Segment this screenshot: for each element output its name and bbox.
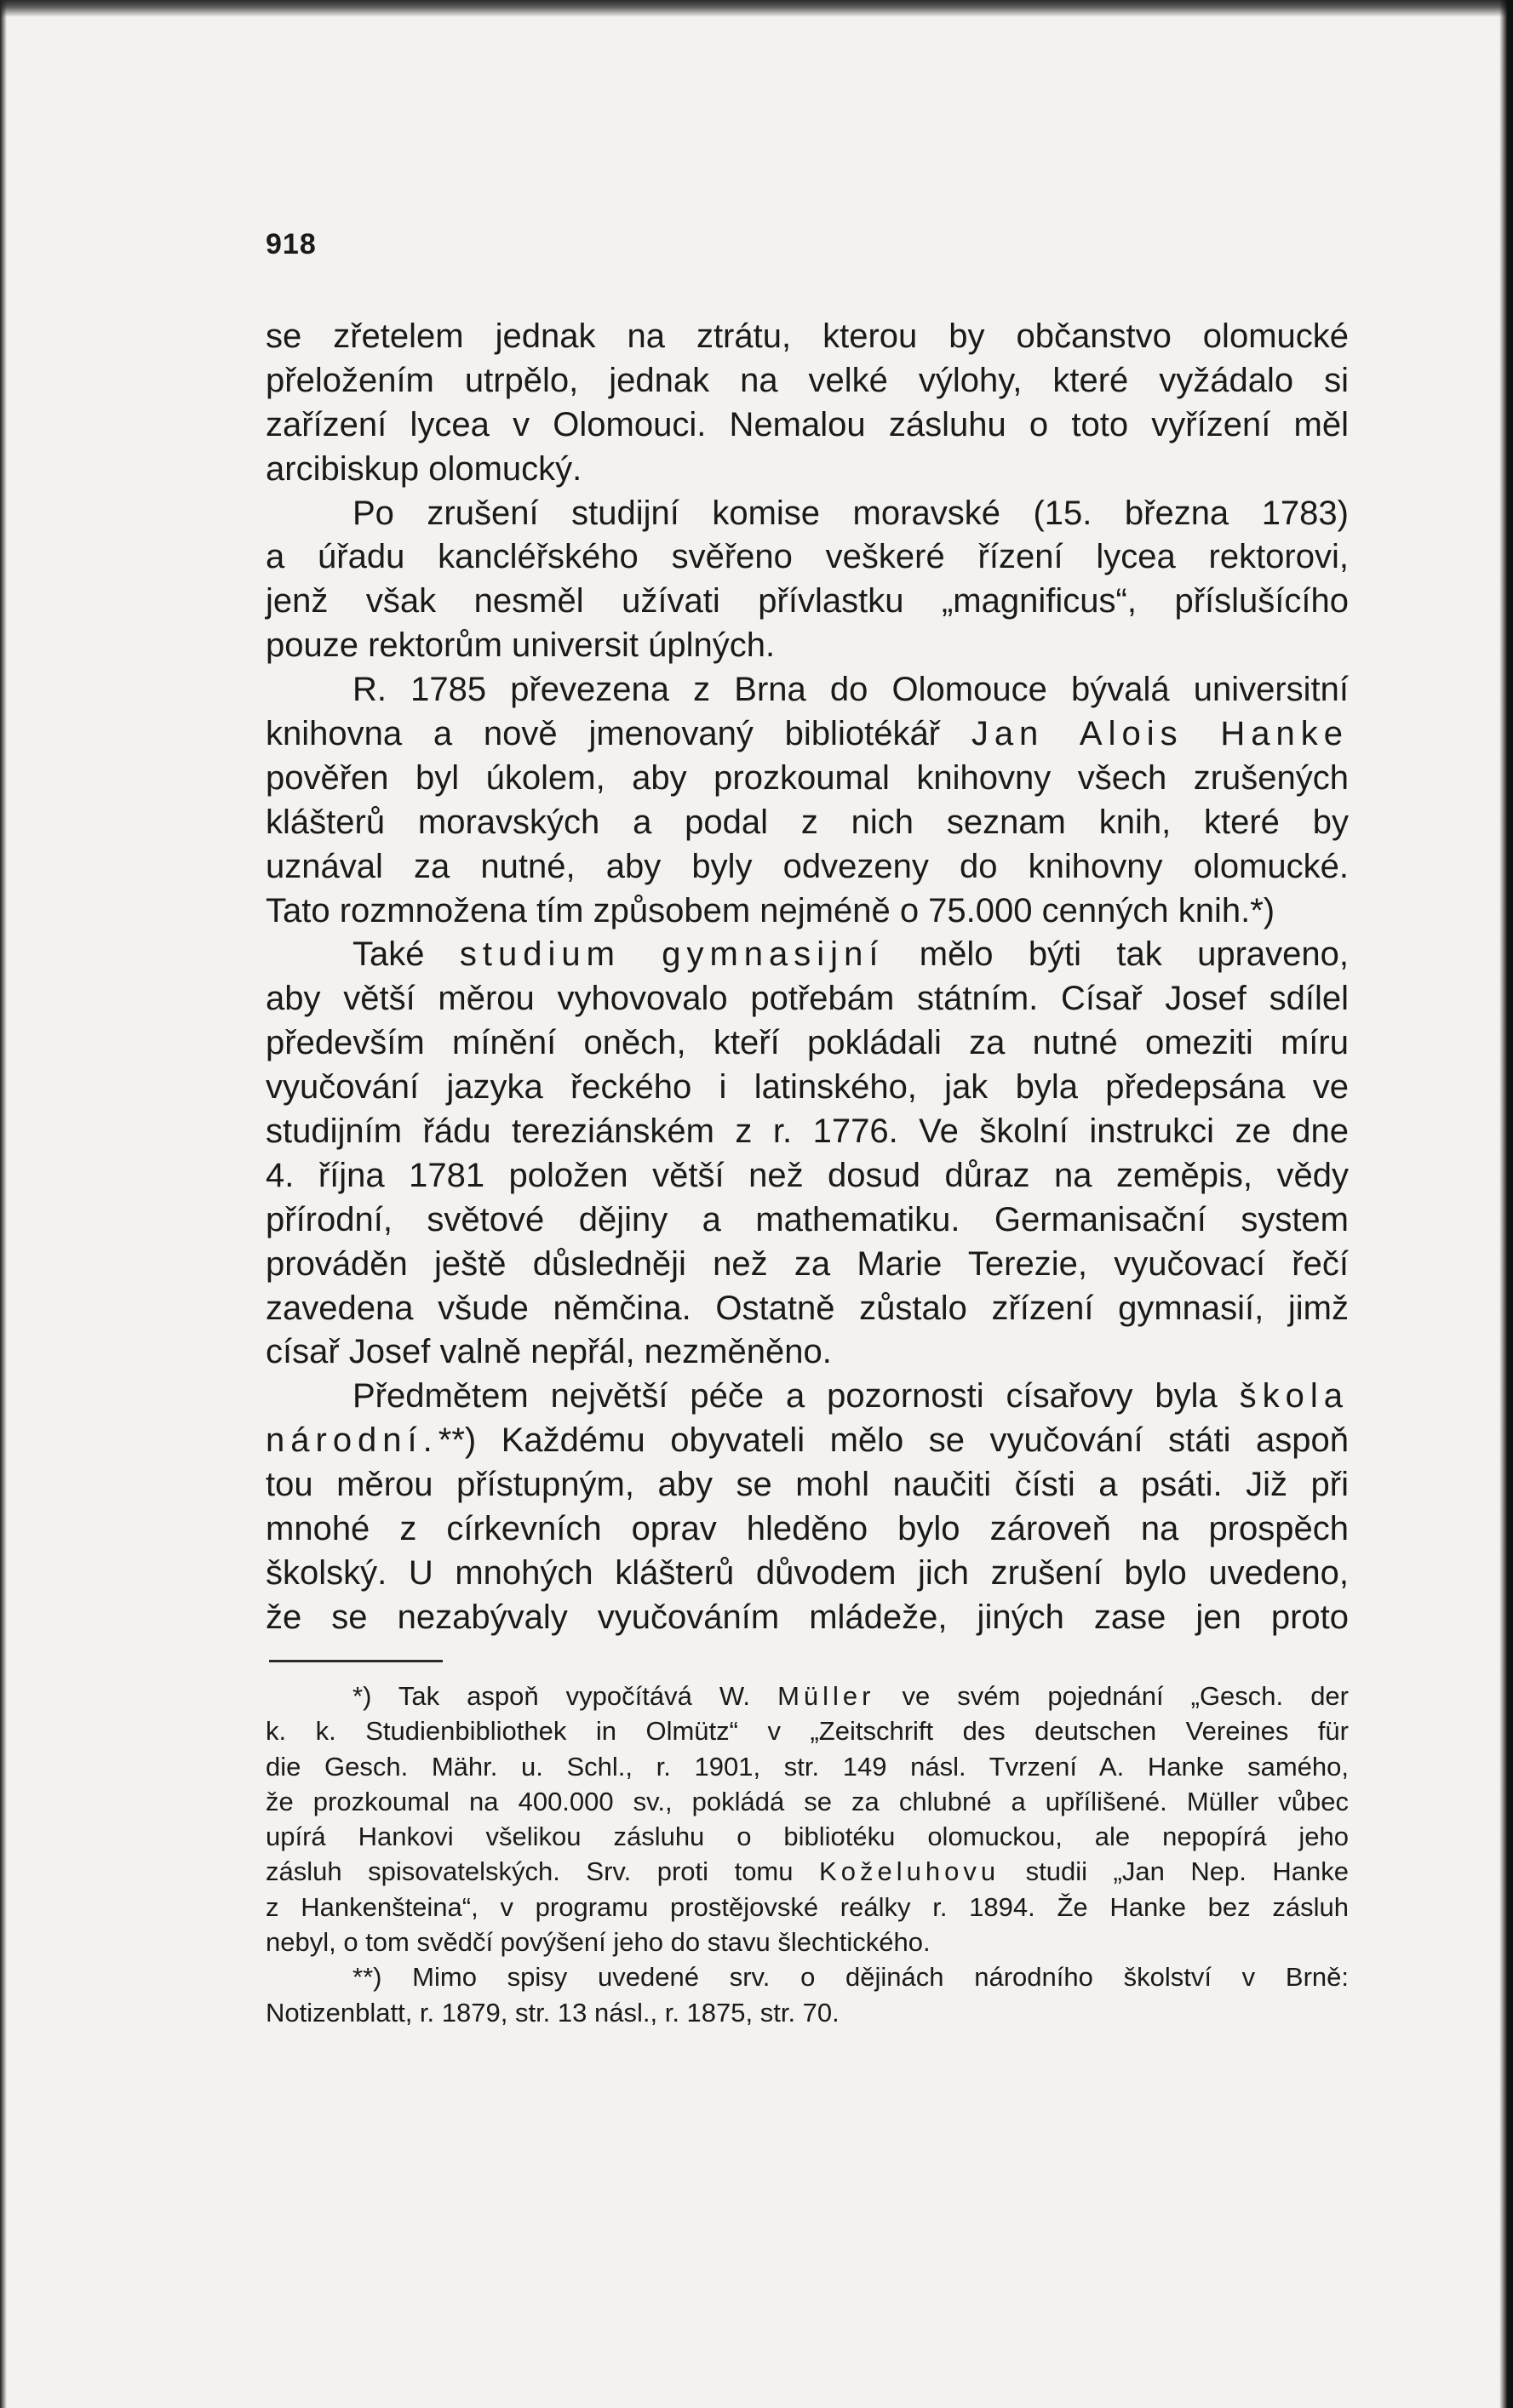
text-line: Po zrušení studijní komise moravské (15. března 1783) bbox=[352, 494, 1349, 532]
text-fragment: *) Tak aspoň vypočítává W. bbox=[352, 1681, 751, 1711]
footnote-line: že prozkoumal na 400.000 sv., pokládá se za chlubné a upřílišené. Müller vůbec bbox=[266, 1786, 1349, 1816]
emphasized-name: Müller bbox=[777, 1681, 875, 1711]
footnote-line: die Gesch. Mähr. u. Schl., r. 1901, str. 149 násl. Tvrzení A. Hanke samého, bbox=[266, 1751, 1349, 1782]
text-line: tou měrou přístupným, aby se mohl naučiti čísti a psáti. Již při bbox=[266, 1466, 1349, 1504]
main-text bbox=[266, 315, 1349, 1640]
footnote-line bbox=[266, 1854, 1349, 1889]
footnote-line: k. k. Studienbibliothek in Olmütz“ v „Zeitschrift des deutschen Vereines für bbox=[266, 1716, 1349, 1747]
text-line bbox=[266, 1375, 1349, 1419]
text-line: zařízení lycea v Olomouci. Nemalou zásluhu o toto vyřízení měl bbox=[266, 405, 1349, 443]
text-line: zavedena všude němčina. Ostatně zůstalo zřízení gymnasií, jimž bbox=[266, 1289, 1349, 1327]
text-line: prováděn ještě důsledněji než za Marie Terezie, vyučovací řečí bbox=[266, 1244, 1349, 1283]
text-fragment: mělo býti tak upraveno, bbox=[919, 935, 1349, 974]
text-line: a úřadu kancléřského svěřeno veškeré řízení lycea rektorovi, bbox=[266, 538, 1349, 576]
text-fragment: studii „Jan Nep. Hanke bbox=[1025, 1856, 1349, 1887]
text-line: aby větší měrou vyhovovalo potřebám státním. Císař Josef sdílel bbox=[266, 980, 1349, 1018]
text-fragment: zásluh spisovatelských. Srv. proti tomu bbox=[266, 1856, 794, 1887]
text-line: uznával za nutné, aby byly odvezeny do knihovny olomucké. bbox=[266, 847, 1349, 885]
text-line: školský. U mnohých klášterů důvodem jich zrušení bylo uvedeno, bbox=[266, 1553, 1349, 1592]
text-line: císař Josef valně nepřál, nezměněno. bbox=[266, 1333, 832, 1371]
text-line: 4. října 1781 položen větší než dosud důraz na zeměpis, vědy bbox=[266, 1156, 1349, 1194]
text-fragment: **) Každému obyvateli mělo se vyučování státi aspoň bbox=[438, 1421, 1349, 1460]
text-line: klášterů moravských a podal z nich seznam knih, které by bbox=[266, 803, 1349, 841]
text-line: že se nezabývaly vyučováním mládeže, jiných zase jen proto bbox=[266, 1598, 1349, 1636]
text-fragment: knihovna a nově jmenovaný bibliotékář bbox=[266, 715, 941, 753]
text-fragment: ve svém pojednání „Gesch. der bbox=[902, 1681, 1349, 1711]
footnote-line: Notizenblatt, r. 1879, str. 13 násl., r. 1875, str. 70. bbox=[266, 1997, 840, 2028]
text-fragment: Předmětem největší péče a pozornosti císařovy byla bbox=[352, 1377, 1218, 1416]
emphasized-name: Koželuhovu bbox=[819, 1856, 1000, 1887]
scan-edge-left bbox=[0, 0, 7, 2408]
text-line: přeložením utrpělo, jednak na velké výlohy, které vyžádalo si bbox=[266, 361, 1349, 399]
text-line: se zřetelem jednak na ztrátu, kterou by občanstvo olomucké bbox=[266, 317, 1349, 355]
footnote-divider bbox=[269, 1660, 443, 1662]
text-line: pouze rektorům universit úplných. bbox=[266, 626, 776, 665]
footnote-line: nebyl, o tom svědčí povýšení jeho do stavu šlechtického. bbox=[266, 1927, 931, 1958]
footnote-line: **) Mimo spisy uvedené srv. o dějinách národního školství v Brně: bbox=[352, 1962, 1349, 1993]
text-line: mnohé z církevních oprav hleděno bylo zároveň na prospěch bbox=[266, 1510, 1349, 1548]
scan-edge-right bbox=[1499, 0, 1513, 2408]
page-number: 918 bbox=[266, 228, 317, 260]
text-line: arcibiskup olomucký. bbox=[266, 449, 582, 488]
footnote-line: z Hankenšteina“, v programu prostějovské reálky r. 1894. Že Hanke bez zásluh bbox=[266, 1891, 1349, 1922]
text-line bbox=[266, 712, 1349, 757]
footnotes bbox=[266, 1679, 1349, 2030]
text-line: přírodní, světové dějiny a mathematiku. Germanisační system bbox=[266, 1200, 1349, 1238]
text-line bbox=[266, 933, 1349, 977]
emphasized-term: studium gymnasijní bbox=[459, 935, 885, 974]
emphasized-term: škola bbox=[1239, 1377, 1349, 1416]
text-line: jenž však nesměl užívati přívlastku „magnificus“, příslušícího bbox=[266, 582, 1349, 621]
text-line: vyučování jazyka řeckého i latinského, jak byla předepsána ve bbox=[266, 1068, 1349, 1107]
text-line: studijním řádu tereziánském z r. 1776. Ve školní instrukci ze dne bbox=[266, 1112, 1349, 1151]
footnote-line: upírá Hankovi všelikou zásluhu o bibliotéku olomuckou, ale nepopírá jeho bbox=[266, 1822, 1349, 1852]
text-line bbox=[266, 1419, 1349, 1463]
text-line: pověřen byl úkolem, aby prozkoumal knihovny všech zrušených bbox=[266, 758, 1349, 797]
text-line: R. 1785 převezena z Brna do Olomouce bývalá universitní bbox=[352, 671, 1349, 709]
scan-edge-top bbox=[0, 0, 1513, 17]
footnote-line bbox=[266, 1679, 1349, 1713]
emphasized-term: národní. bbox=[266, 1421, 438, 1460]
emphasized-name: Jan Alois Hanke bbox=[971, 715, 1349, 753]
text-line: především mínění oněch, kteří pokládali za nutné omeziti míru bbox=[266, 1024, 1349, 1062]
text-fragment: Také bbox=[352, 935, 425, 974]
text-line: Tato rozmnožena tím způsobem nejméně o 75.000 cenných knih.*) bbox=[266, 891, 1275, 929]
